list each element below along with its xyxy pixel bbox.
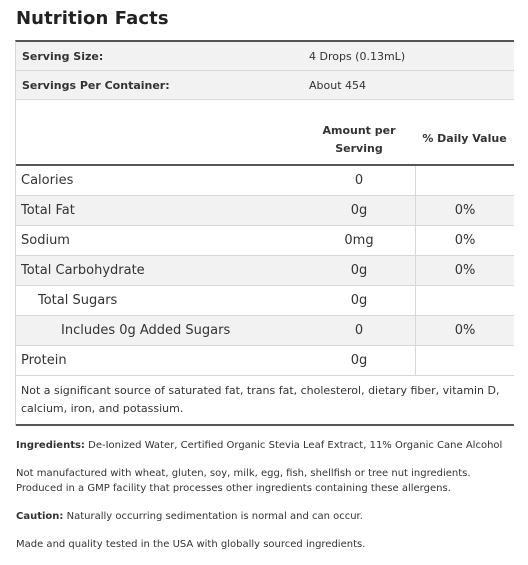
nutrient-daily: 0% [415, 196, 514, 225]
caution-label: Caution: [16, 511, 64, 522]
table-row [16, 316, 514, 346]
table-header [16, 100, 514, 166]
product-notes [16, 438, 516, 565]
amount-header-line2: Serving [335, 142, 383, 155]
nutrient-name: Protein [21, 353, 67, 368]
nutrient-name: Total Sugars [38, 293, 118, 308]
serving-size-value: 4 Drops (0.13mL) [309, 49, 406, 63]
servings-per-container-row [16, 71, 514, 100]
nutrient-daily: 0% [415, 256, 514, 285]
ingredients-note [16, 438, 516, 453]
nutrient-amount: 0g [350, 353, 368, 368]
nutrient-name: Sodium [21, 233, 70, 248]
servings-per-container-label: Servings Per Container: [22, 78, 170, 92]
table-row [16, 226, 514, 256]
nutrient-name: Calories [21, 173, 74, 188]
caution-note [16, 509, 516, 524]
page-title: Nutrition Facts [16, 8, 169, 29]
nutrient-daily [415, 346, 514, 375]
nutrient-name: Total Carbohydrate [21, 263, 145, 278]
serving-size-label: Serving Size: [22, 49, 104, 63]
amount-header [303, 100, 415, 164]
nutrient-daily [415, 286, 514, 315]
table-row [16, 256, 514, 286]
servings-per-container-value: About 454 [309, 78, 367, 92]
table-row [16, 286, 514, 316]
table-row [16, 196, 514, 226]
nutrient-name: Includes 0g Added Sugars [61, 323, 231, 338]
ingredients-label: Ingredients: [16, 440, 85, 451]
table-footnote: Not a significant source of saturated fat, trans fat, cholesterol, dietary fiber, vitamin D, calcium, iron, and potassium. [16, 376, 514, 426]
amount-header-line1: Amount per [322, 124, 396, 137]
table-row [16, 346, 514, 376]
nutrition-table [15, 40, 514, 426]
serving-size-row [16, 42, 514, 71]
nutrient-name: Total Fat [21, 203, 75, 218]
daily-value-header: % Daily Value [422, 131, 507, 145]
nutrient-amount: 0 [354, 323, 364, 338]
ingredients-text: De-Ionized Water, Certified Organic Stevia Leaf Extract, 11% Organic Cane Alcohol [84, 440, 503, 451]
nutrient-amount: 0mg [344, 233, 374, 248]
allergen-note: Not manufactured with wheat, gluten, soy, milk, egg, fish, shellfish or tree nut ingredients. Produced in a GMP facility that processes other ingredients containing these allergens. [16, 468, 471, 494]
nutrient-amount: 0g [350, 203, 368, 218]
caution-text: Naturally occurring sedimentation is normal and can occur. [63, 511, 363, 522]
nutrient-daily: 0% [415, 316, 514, 345]
nutrient-daily [415, 166, 514, 195]
nutrient-daily: 0% [415, 226, 514, 255]
nutrient-amount: 0g [350, 293, 368, 308]
table-row [16, 166, 514, 196]
header-blank [16, 100, 303, 164]
nutrient-amount: 0g [350, 263, 368, 278]
nutrient-amount: 0 [354, 173, 364, 188]
origin-note: Made and quality tested in the USA with globally sourced ingredients. [16, 539, 366, 550]
